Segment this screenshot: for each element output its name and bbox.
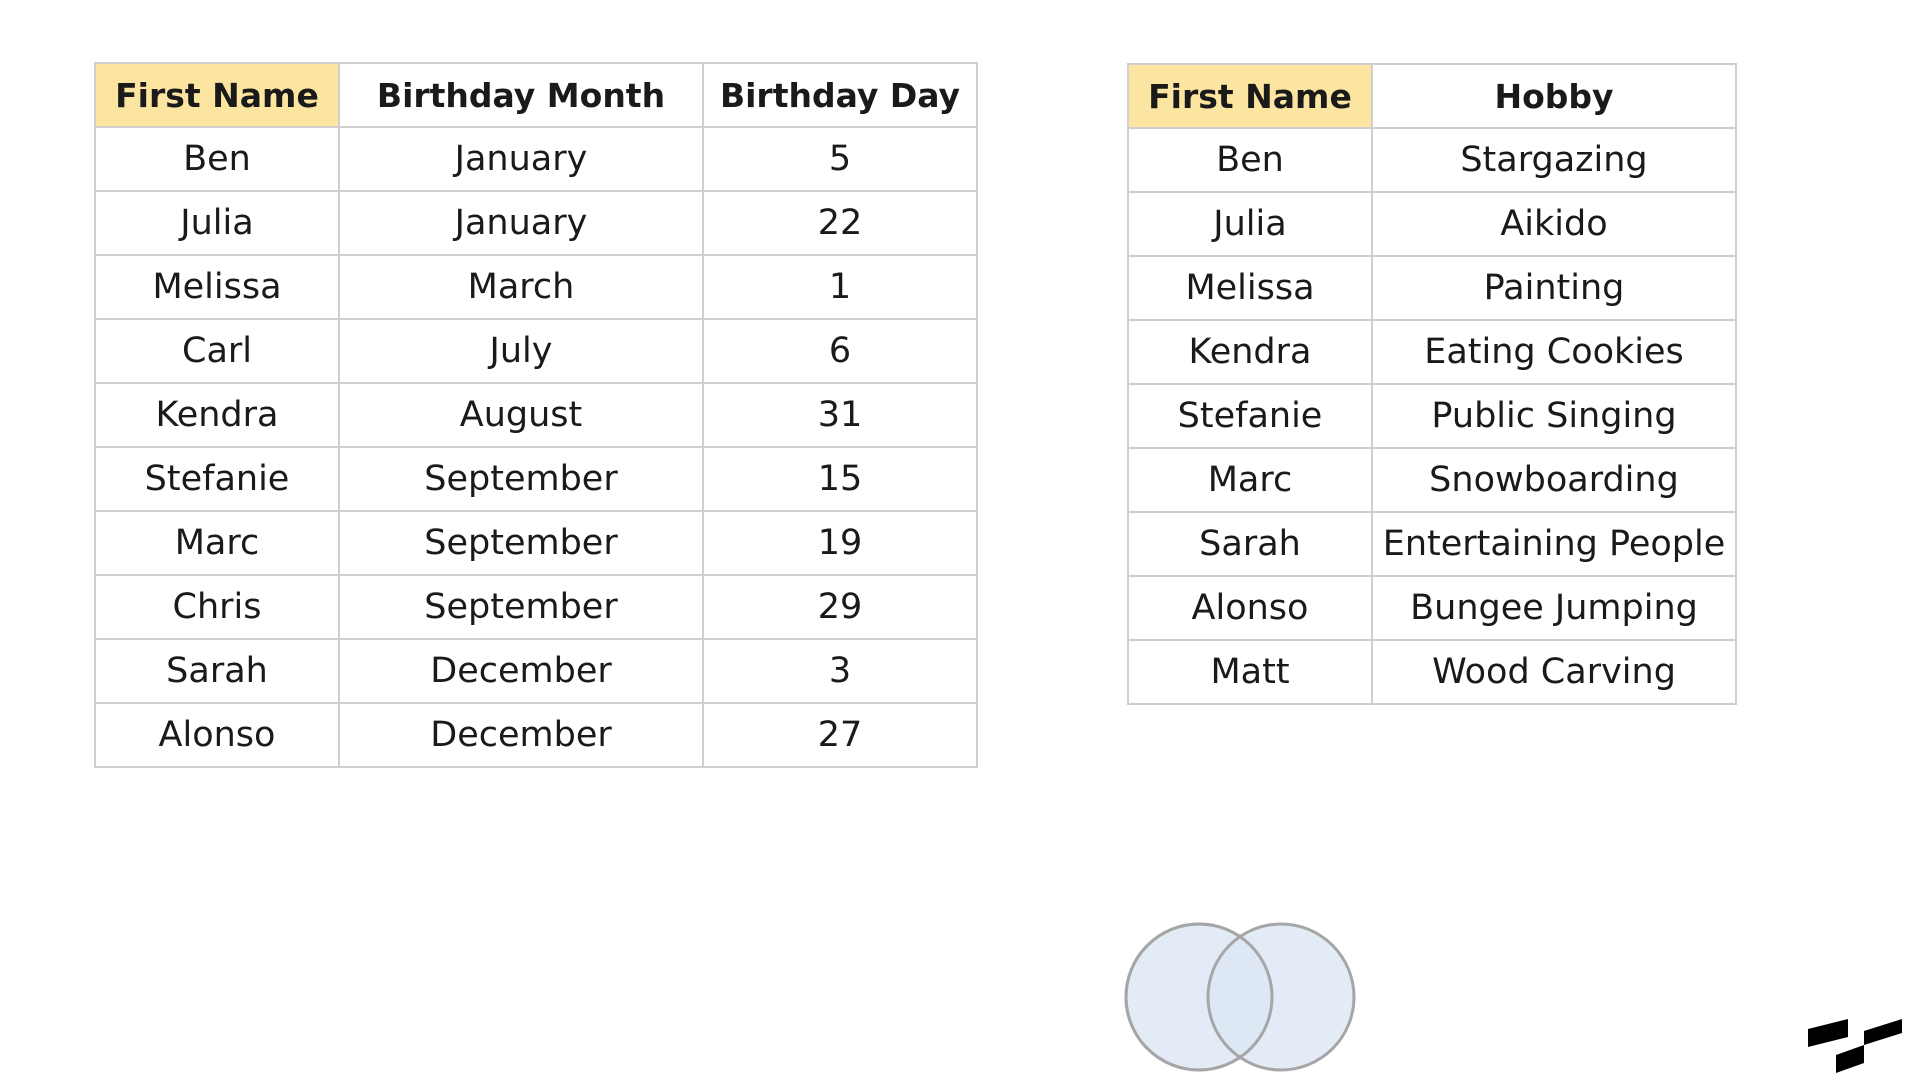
cell-birthday-day: 29: [703, 575, 977, 639]
table-row: [95, 639, 977, 703]
table-row: [95, 319, 977, 383]
table-row: [1128, 320, 1736, 384]
cell-first-name: Matt: [1128, 640, 1372, 704]
cell-first-name: Marc: [1128, 448, 1372, 512]
table-row: [95, 447, 977, 511]
cell-hobby: Eating Cookies: [1372, 320, 1736, 384]
cell-hobby: Snowboarding: [1372, 448, 1736, 512]
cell-birthday-month: December: [339, 639, 703, 703]
cell-hobby: Painting: [1372, 256, 1736, 320]
cell-birthday-month: August: [339, 383, 703, 447]
table-row: [95, 127, 977, 191]
header-first-name: First Name: [1128, 64, 1372, 128]
cell-birthday-day: 15: [703, 447, 977, 511]
table-row: [1128, 384, 1736, 448]
table-row: [95, 575, 977, 639]
table-row: [1128, 256, 1736, 320]
logo-lower-mark: [1836, 1045, 1864, 1073]
cell-first-name: Sarah: [95, 639, 339, 703]
cell-birthday-day: 1: [703, 255, 977, 319]
birthday-table: [94, 62, 978, 768]
table-row: [1128, 576, 1736, 640]
cell-first-name: Julia: [95, 191, 339, 255]
cell-hobby: Stargazing: [1372, 128, 1736, 192]
cell-first-name: Stefanie: [95, 447, 339, 511]
venn-diagram-icon: [1124, 922, 1364, 1076]
header-birthday-day: Birthday Day: [703, 63, 977, 127]
cell-first-name: Stefanie: [1128, 384, 1372, 448]
cell-first-name: Chris: [95, 575, 339, 639]
cell-first-name: Alonso: [1128, 576, 1372, 640]
cell-birthday-month: March: [339, 255, 703, 319]
cell-first-name: Marc: [95, 511, 339, 575]
cell-birthday-month: January: [339, 127, 703, 191]
cell-first-name: Melissa: [95, 255, 339, 319]
birthday-table-header-row: [95, 63, 977, 127]
cell-first-name: Sarah: [1128, 512, 1372, 576]
cell-first-name: Kendra: [1128, 320, 1372, 384]
cell-birthday-month: January: [339, 191, 703, 255]
header-birthday-month: Birthday Month: [339, 63, 703, 127]
table-row: [1128, 448, 1736, 512]
cell-birthday-day: 5: [703, 127, 977, 191]
cell-first-name: Alonso: [95, 703, 339, 767]
brand-logo-icon: [1806, 1017, 1906, 1073]
hobby-table: [1127, 63, 1737, 705]
cell-birthday-day: 27: [703, 703, 977, 767]
venn-right-circle: [1208, 924, 1354, 1070]
table-row: [95, 191, 977, 255]
cell-hobby: Public Singing: [1372, 384, 1736, 448]
table-row: [1128, 640, 1736, 704]
header-hobby: Hobby: [1372, 64, 1736, 128]
hobby-table-header-row: [1128, 64, 1736, 128]
cell-first-name: Melissa: [1128, 256, 1372, 320]
cell-hobby: Entertaining People: [1372, 512, 1736, 576]
cell-first-name: Ben: [1128, 128, 1372, 192]
table-row: [1128, 192, 1736, 256]
cell-birthday-day: 22: [703, 191, 977, 255]
cell-birthday-day: 19: [703, 511, 977, 575]
logo-upper-right-mark: [1864, 1019, 1902, 1045]
cell-birthday-month: September: [339, 511, 703, 575]
header-first-name: First Name: [95, 63, 339, 127]
cell-birthday-day: 6: [703, 319, 977, 383]
table-row: [1128, 512, 1736, 576]
cell-first-name: Kendra: [95, 383, 339, 447]
cell-birthday-month: September: [339, 575, 703, 639]
cell-hobby: Wood Carving: [1372, 640, 1736, 704]
cell-first-name: Ben: [95, 127, 339, 191]
logo-upper-left-mark: [1808, 1019, 1848, 1047]
table-row: [95, 255, 977, 319]
cell-hobby: Bungee Jumping: [1372, 576, 1736, 640]
cell-first-name: Julia: [1128, 192, 1372, 256]
cell-first-name: Carl: [95, 319, 339, 383]
table-row: [95, 703, 977, 767]
cell-birthday-day: 3: [703, 639, 977, 703]
cell-birthday-day: 31: [703, 383, 977, 447]
table-row: [95, 383, 977, 447]
cell-hobby: Aikido: [1372, 192, 1736, 256]
table-row: [95, 511, 977, 575]
table-row: [1128, 128, 1736, 192]
cell-birthday-month: September: [339, 447, 703, 511]
cell-birthday-month: December: [339, 703, 703, 767]
cell-birthday-month: July: [339, 319, 703, 383]
